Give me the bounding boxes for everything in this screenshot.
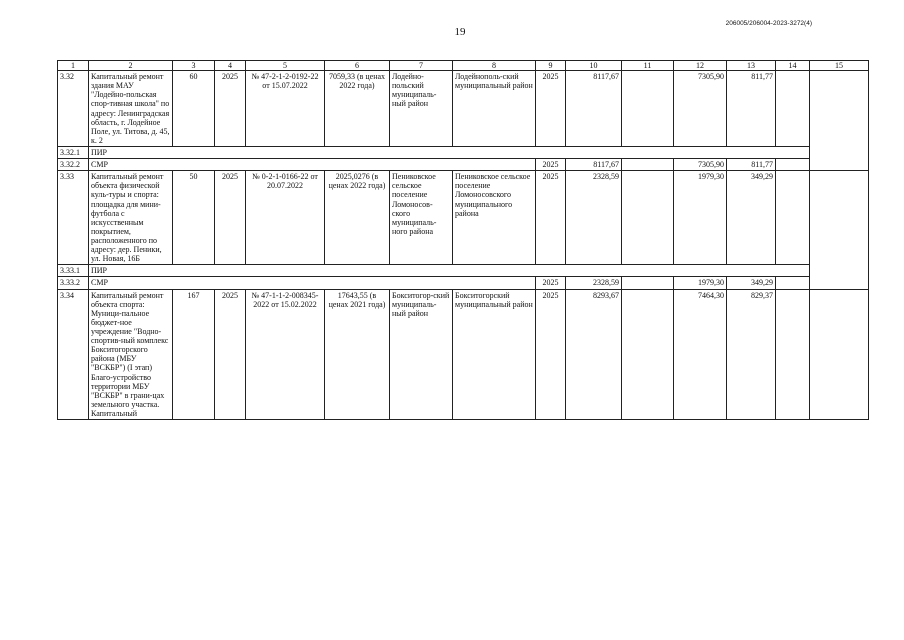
cell-col14 [776, 171, 810, 265]
column-number: 3 [173, 61, 215, 71]
table-row [58, 265, 869, 277]
cell-year: 2025 [215, 289, 246, 420]
cell-col13: 349,29 [727, 277, 776, 289]
cell-col12: 1979,30 [674, 277, 727, 289]
customer: Бокситогор-ский муниципаль-ный район [390, 289, 453, 420]
cell-col13: 829,37 [727, 289, 776, 420]
column-number: 1 [58, 61, 89, 71]
row-number: 3.32.1 [58, 146, 89, 158]
cell-col11 [622, 171, 674, 265]
column-number: 15 [810, 61, 869, 71]
column-number: 4 [215, 61, 246, 71]
cell-total: 8293,67 [566, 289, 622, 420]
cell-col3: 60 [173, 71, 215, 147]
document-code: 206005/206004-2023-3272(4) [725, 20, 812, 27]
expertise-conclusion: № 0-2-1-0166-22 от 20.07.2022 [246, 171, 325, 265]
cell-year: 2025 [536, 159, 566, 171]
object-name: Капитальный ремонт объекта спорта: Муници-пальное бюджет-ное учреждение "Водно-спортив-ный комплекс Бокситогорского района (МБУ "ВСКБР") (I этап) Благо-устройство территории МБУ "ВСКБР" в грани-цах земельного участка. Капитальный [89, 289, 173, 420]
cell-col12: 7464,30 [674, 289, 727, 420]
page-number: 19 [454, 26, 466, 38]
cell-col15 [810, 71, 869, 171]
cell-col3: 50 [173, 171, 215, 265]
estimated-cost: 2025,0276 (в ценах 2022 года) [325, 171, 390, 265]
customer: Лодейно-польский муниципаль-ный район [390, 71, 453, 147]
stage-label: СМР [89, 277, 536, 289]
estimated-cost: 17643,55 (в ценах 2021 года) [325, 289, 390, 420]
expertise-conclusion: № 47-1-1-2-008345-2022 от 15.02.2022 [246, 289, 325, 420]
cell-col15 [810, 171, 869, 289]
table-row [58, 146, 869, 158]
row-number: 3.33 [58, 171, 89, 265]
cell-total: 8117,67 [566, 71, 622, 147]
column-number: 14 [776, 61, 810, 71]
cell-col14 [776, 71, 810, 147]
cell-col13: 811,77 [727, 159, 776, 171]
cell-col14 [776, 159, 810, 171]
cell-total: 8117,67 [566, 159, 622, 171]
recipient: Пениковское сельское поселение Ломоносовского муниципального района [453, 171, 536, 265]
table-row [58, 277, 869, 289]
cell-year: 2025 [215, 71, 246, 147]
table-row [58, 171, 869, 265]
column-number: 10 [566, 61, 622, 71]
table-row [58, 159, 869, 171]
expertise-conclusion: № 47-2-1-2-0192-22 от 15.07.2022 [246, 71, 325, 147]
row-number: 3.32 [58, 71, 89, 147]
cell-col13: 811,77 [727, 71, 776, 147]
row-number: 3.32.2 [58, 159, 89, 171]
cell-col12: 1979,30 [674, 171, 727, 265]
cell-total: 2328,59 [566, 171, 622, 265]
column-number: 8 [453, 61, 536, 71]
column-number-row [58, 61, 869, 71]
recipient: Лодейнополь-ский муниципальный район [453, 71, 536, 147]
object-name: Капитальный ремонт здания МАУ "Лодейно-польская спор-тивная школа" по адресу: Ленинградская область, г. Лодейное Поле, ул. Титова, д. 45, к. 2 [89, 71, 173, 147]
customer: Пениковское сельское поселение Ломоносов-ского муниципаль-ного района [390, 171, 453, 265]
row-number: 3.33.2 [58, 277, 89, 289]
stage-label: СМР [89, 159, 536, 171]
column-number: 6 [325, 61, 390, 71]
recipient: Бокситогорский муниципальный район [453, 289, 536, 420]
column-number: 5 [246, 61, 325, 71]
cell-col14 [776, 289, 810, 420]
column-number: 7 [390, 61, 453, 71]
cell-col11 [622, 289, 674, 420]
cell-col11 [622, 277, 674, 289]
cell-year: 2025 [536, 277, 566, 289]
row-number: 3.33.1 [58, 265, 89, 277]
column-number: 9 [536, 61, 566, 71]
cell-col3: 167 [173, 289, 215, 420]
column-number: 12 [674, 61, 727, 71]
cell-col13: 349,29 [727, 171, 776, 265]
table-row [58, 71, 869, 147]
cell-col12: 7305,90 [674, 159, 727, 171]
cell-col15 [810, 289, 869, 420]
object-name: Капитальный ремонт объекта физической куль-туры и спорта: площадка для мини-футбола с искусственным покрытием, расположенного по адресу: дер. Пеники, ул. Новая, 16Б [89, 171, 173, 265]
cell-year: 2025 [536, 171, 566, 265]
cell-total: 2328,59 [566, 277, 622, 289]
stage-label: ПИР [89, 146, 810, 158]
row-number: 3.34 [58, 289, 89, 420]
cell-year: 2025 [536, 71, 566, 147]
column-number: 13 [727, 61, 776, 71]
cell-col11 [622, 71, 674, 147]
cell-year: 2025 [536, 289, 566, 420]
budget-table [57, 60, 869, 420]
column-number: 2 [89, 61, 173, 71]
estimated-cost: 7059,33 (в ценах 2022 года) [325, 71, 390, 147]
cell-col14 [776, 277, 810, 289]
table-row [58, 289, 869, 420]
cell-year: 2025 [215, 171, 246, 265]
column-number: 11 [622, 61, 674, 71]
cell-col12: 7305,90 [674, 71, 727, 147]
stage-label: ПИР [89, 265, 810, 277]
cell-col11 [622, 159, 674, 171]
